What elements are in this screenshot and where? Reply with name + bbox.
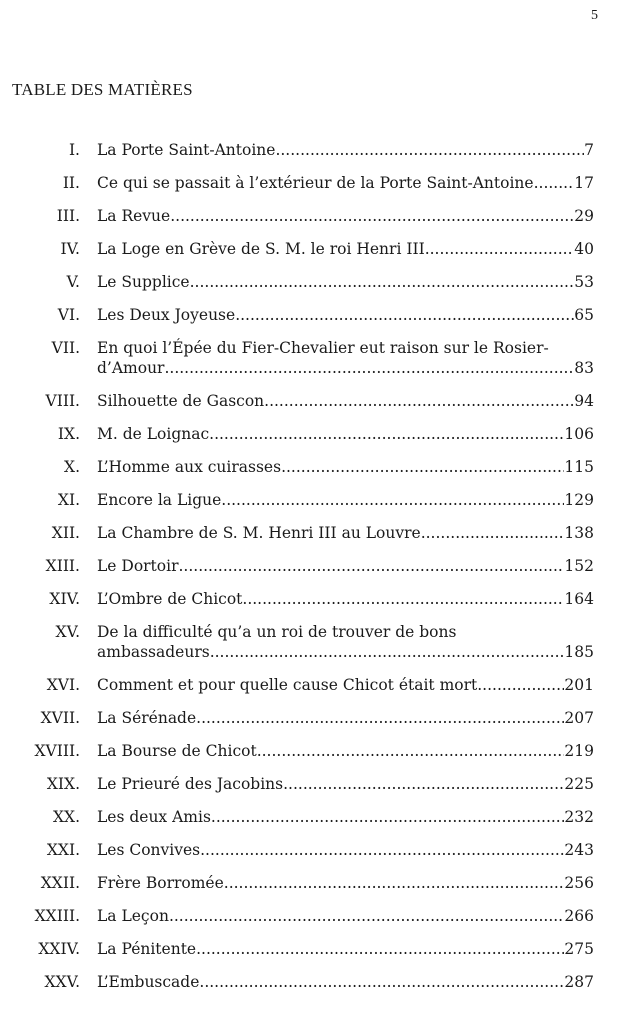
chapter-number: III. <box>56 207 80 225</box>
dot-leader <box>224 873 565 893</box>
chapter-title: Le Dortoir <box>97 557 179 575</box>
dot-leader <box>170 206 574 226</box>
chapter-title: La Loge en Grève de S. M. le roi Henri III <box>97 240 425 258</box>
toc-entry[interactable] <box>0 807 620 827</box>
chapter-line <box>97 708 594 728</box>
chapter-title: L’Homme aux cuirasses <box>97 458 282 476</box>
toc-entry[interactable] <box>0 239 620 259</box>
toc-entry[interactable] <box>0 972 620 992</box>
chapter-entry-body <box>97 741 594 761</box>
chapter-title: ambassadeurs <box>97 643 210 661</box>
chapter-title: La Porte Saint-Antoine <box>97 141 276 159</box>
dot-leader <box>210 642 565 662</box>
dot-leader <box>190 272 575 292</box>
toc-entry[interactable] <box>0 675 620 695</box>
page-reference: 129 <box>564 491 594 509</box>
toc-entry[interactable] <box>0 206 620 226</box>
chapter-number: XIII. <box>45 557 80 575</box>
chapter-entry-body <box>97 939 594 959</box>
chapter-line <box>97 642 594 662</box>
dot-leader <box>242 589 564 609</box>
dot-leader <box>200 840 564 860</box>
chapter-line <box>97 741 594 761</box>
page-number: 5 <box>591 8 598 23</box>
dot-leader <box>196 708 564 728</box>
toc-entry[interactable] <box>0 305 620 325</box>
page-reference: 40 <box>574 240 594 258</box>
chapter-entry-body <box>97 774 594 794</box>
toc-entry[interactable] <box>0 391 620 411</box>
page-reference: 243 <box>564 841 594 859</box>
page-reference: 7 <box>584 141 594 159</box>
page-reference: 185 <box>564 643 594 661</box>
chapter-entry-body <box>97 338 594 378</box>
chapter-title: Frère Borromée <box>97 874 224 892</box>
page-reference: 164 <box>564 590 594 608</box>
chapter-number: XXIII. <box>34 907 80 925</box>
toc-entry[interactable] <box>0 873 620 893</box>
chapter-line <box>97 807 594 827</box>
chapter-number: XV. <box>55 623 80 641</box>
toc-entry[interactable] <box>0 424 620 444</box>
chapter-line <box>97 523 594 543</box>
chapter-line <box>97 391 594 411</box>
page-reference: 106 <box>564 425 594 443</box>
toc-entry[interactable] <box>0 173 620 193</box>
toc-entry[interactable] <box>0 338 620 378</box>
chapter-number: XIV. <box>49 590 80 608</box>
chapter-number: XX. <box>53 808 80 826</box>
chapter-title: La Pénitente <box>97 940 197 958</box>
page-reference: 94 <box>574 392 594 410</box>
page-reference: 287 <box>564 973 594 991</box>
chapter-number: XIX. <box>46 775 80 793</box>
chapter-title: Comment et pour quelle cause Chicot était mort <box>97 676 478 694</box>
chapter-entry-body <box>97 140 594 160</box>
dot-leader <box>199 972 564 992</box>
chapter-number: X. <box>64 458 80 476</box>
chapter-number: XVII. <box>40 709 80 727</box>
chapter-title: La Chambre de S. M. Henri III au Louvre <box>97 524 421 542</box>
chapter-line <box>97 589 594 609</box>
chapter-line <box>97 358 594 378</box>
page-reference: 207 <box>564 709 594 727</box>
dot-leader <box>534 173 575 193</box>
chapter-entry-body <box>97 708 594 728</box>
chapter-line <box>97 906 594 926</box>
page-reference: 219 <box>564 742 594 760</box>
chapter-entry-body <box>97 391 594 411</box>
chapter-entry-body <box>97 807 594 827</box>
page-reference: 201 <box>564 676 594 694</box>
dot-leader <box>425 239 575 259</box>
toc-entry[interactable] <box>0 140 620 160</box>
dot-leader <box>209 424 564 444</box>
chapter-title: M. de Loignac <box>97 425 210 443</box>
dot-leader <box>257 741 565 761</box>
page-reference: 138 <box>564 524 594 542</box>
dot-leader <box>477 675 564 695</box>
chapter-title: Les deux Amis <box>97 808 211 826</box>
page-reference: 232 <box>564 808 594 826</box>
chapter-number: VII. <box>51 339 80 357</box>
toc-entry[interactable] <box>0 457 620 477</box>
chapter-entry-body <box>97 622 594 662</box>
chapter-line <box>97 873 594 893</box>
chapter-line <box>97 305 594 325</box>
chapter-title: Silhouette de Gascon <box>97 392 265 410</box>
chapter-number: VI. <box>57 306 80 324</box>
page-reference: 83 <box>574 359 594 377</box>
chapter-number: IX. <box>57 425 80 443</box>
page-title: TABLE DES MATIÈRES <box>12 80 193 99</box>
chapter-number: XXI. <box>46 841 80 859</box>
chapter-number: XXIV. <box>38 940 80 958</box>
chapter-number: VIII. <box>45 392 80 410</box>
chapter-entry-body <box>97 490 594 510</box>
dot-leader <box>281 457 564 477</box>
chapter-title: Le Supplice <box>97 273 190 291</box>
chapter-title-line: De la difficulté qu’a un roi de trouver de bons <box>97 623 457 641</box>
chapter-line <box>97 675 594 695</box>
chapter-line <box>97 424 594 444</box>
toc-entry[interactable] <box>0 589 620 609</box>
page-reference: 275 <box>564 940 594 958</box>
page-reference: 29 <box>574 207 594 225</box>
chapter-title: La Revue <box>97 207 171 225</box>
chapter-line <box>97 490 594 510</box>
chapter-entry-body <box>97 840 594 860</box>
chapter-entry-body <box>97 305 594 325</box>
toc-entry[interactable] <box>0 490 620 510</box>
table-of-contents <box>0 140 620 1005</box>
chapter-entry-body <box>97 272 594 292</box>
chapter-title: d’Amour <box>97 359 165 377</box>
chapter-entry-body <box>97 239 594 259</box>
chapter-line <box>97 239 594 259</box>
chapter-title: Encore la Ligue <box>97 491 222 509</box>
chapter-number: I. <box>68 141 80 159</box>
page-reference: 256 <box>564 874 594 892</box>
dot-leader <box>211 807 565 827</box>
chapter-number: XXV. <box>44 973 80 991</box>
chapter-title: Les Deux Joyeuse <box>97 306 236 324</box>
chapter-entry-body <box>97 675 594 695</box>
chapter-entry-body <box>97 173 594 193</box>
dot-leader <box>196 939 564 959</box>
chapter-number: XXII. <box>40 874 80 892</box>
toc-entry[interactable] <box>0 708 620 728</box>
chapter-title: La Bourse de Chicot <box>97 742 257 760</box>
chapter-line <box>97 272 594 292</box>
dot-leader <box>221 490 564 510</box>
page-reference: 17 <box>574 174 594 192</box>
dot-leader <box>164 358 574 378</box>
toc-entry[interactable] <box>0 556 620 576</box>
chapter-line <box>97 173 594 193</box>
page-reference: 225 <box>564 775 594 793</box>
chapter-title: L’Embuscade <box>97 973 200 991</box>
dot-leader <box>421 523 565 543</box>
toc-entry[interactable] <box>0 939 620 959</box>
chapter-number: XVIII. <box>34 742 80 760</box>
chapter-entry-body <box>97 424 594 444</box>
chapter-number: V. <box>66 273 80 291</box>
chapter-line <box>97 457 594 477</box>
chapter-entry-body <box>97 523 594 543</box>
toc-entry[interactable] <box>0 906 620 926</box>
page-reference: 65 <box>574 306 594 324</box>
chapter-title: L’Ombre de Chicot <box>97 590 243 608</box>
chapter-title: Le Prieuré des Jacobins <box>97 775 284 793</box>
chapter-line <box>97 140 594 160</box>
dot-leader <box>169 906 564 926</box>
chapter-entry-body <box>97 206 594 226</box>
page-reference: 152 <box>564 557 594 575</box>
chapter-entry-body <box>97 589 594 609</box>
chapter-line <box>97 939 594 959</box>
chapter-entry-body <box>97 873 594 893</box>
dot-leader <box>283 774 564 794</box>
toc-entry[interactable] <box>0 272 620 292</box>
dot-leader <box>179 556 565 576</box>
toc-entry[interactable] <box>0 523 620 543</box>
chapter-line <box>97 206 594 226</box>
dot-leader <box>264 391 574 411</box>
toc-entry[interactable] <box>0 840 620 860</box>
chapter-title: Les Convives <box>97 841 201 859</box>
dot-leader <box>235 305 574 325</box>
chapter-number: XII. <box>51 524 80 542</box>
toc-entry[interactable] <box>0 622 620 662</box>
chapter-number: II. <box>62 174 80 192</box>
chapter-number: IV. <box>60 240 80 258</box>
chapter-line <box>97 556 594 576</box>
page-reference: 53 <box>574 273 594 291</box>
page-reference: 266 <box>564 907 594 925</box>
toc-entry[interactable] <box>0 741 620 761</box>
chapter-number: XVI. <box>46 676 80 694</box>
chapter-entry-body <box>97 457 594 477</box>
chapter-title: La Leçon <box>97 907 169 925</box>
page-reference: 115 <box>564 458 594 476</box>
chapter-entry-body <box>97 906 594 926</box>
chapter-entry-body <box>97 556 594 576</box>
chapter-line <box>97 972 594 992</box>
chapter-title: Ce qui se passait à l’extérieur de la Porte Saint-Antoine <box>97 174 534 192</box>
chapter-line <box>97 840 594 860</box>
chapter-title-line: En quoi l’Épée du Fier-Chevalier eut raison sur le Rosier- <box>97 339 549 357</box>
chapter-line <box>97 774 594 794</box>
dot-leader <box>275 140 584 160</box>
chapter-number: XI. <box>57 491 80 509</box>
toc-entry[interactable] <box>0 774 620 794</box>
chapter-entry-body <box>97 972 594 992</box>
chapter-title: La Sérénade <box>97 709 197 727</box>
